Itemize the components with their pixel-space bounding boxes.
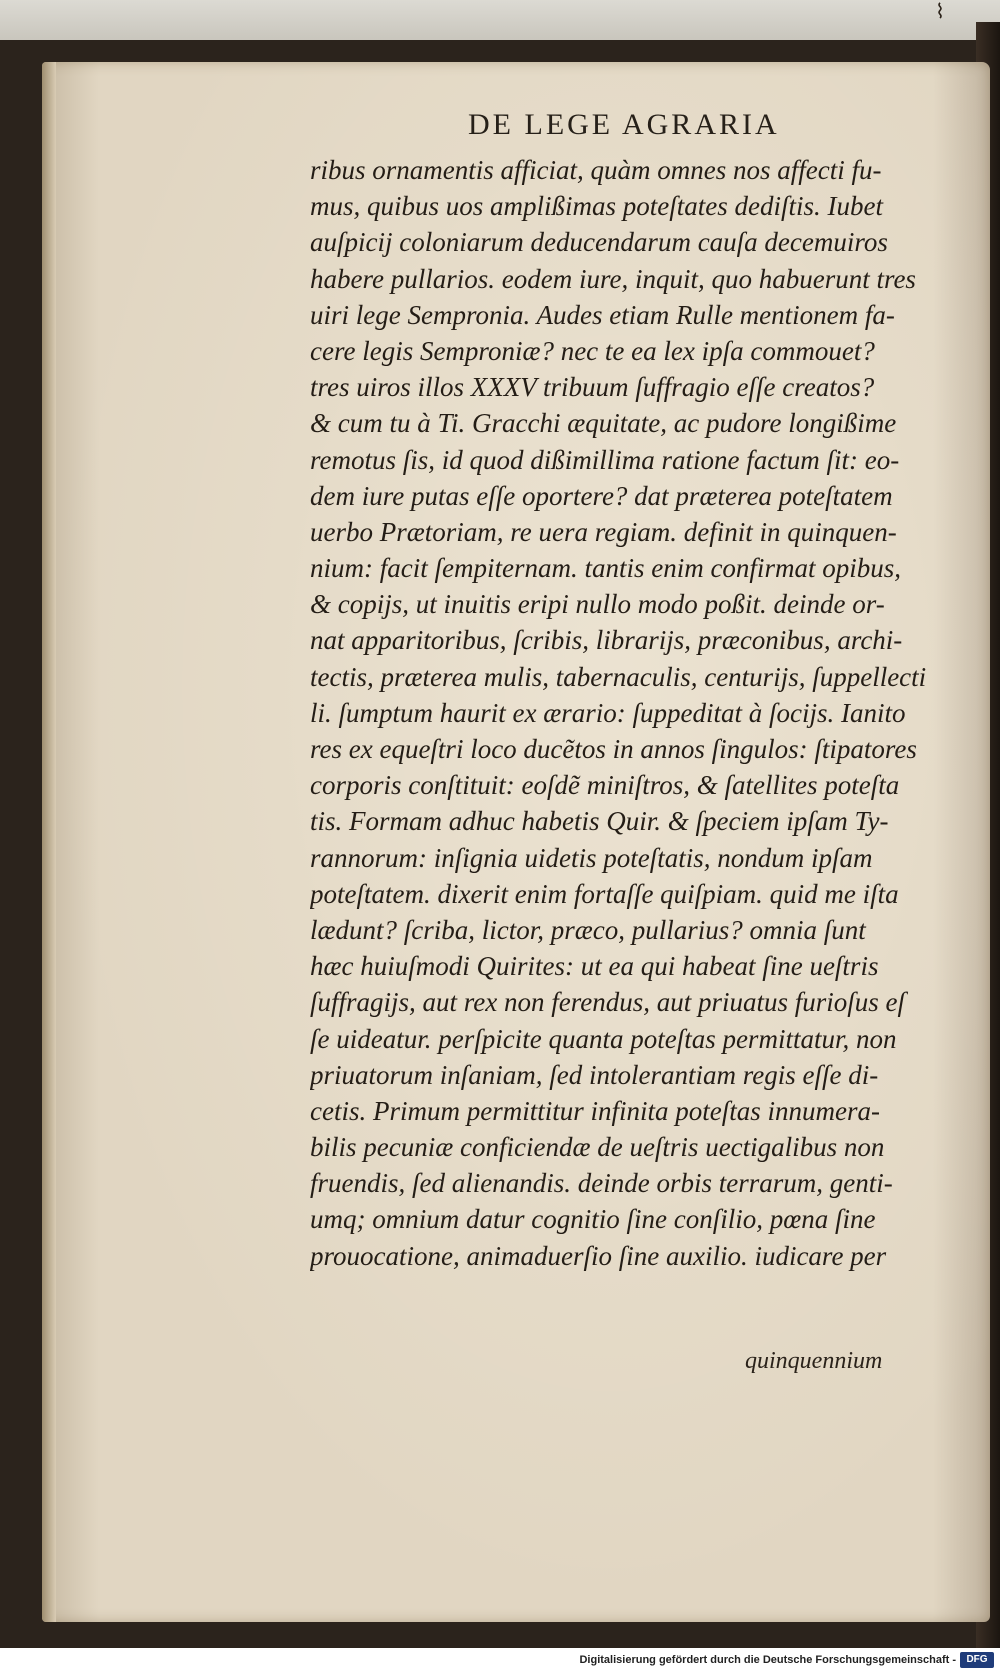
- text-line: nium: facit ſempiternam. tantis enim confirmat opibus,: [310, 553, 901, 584]
- footer-credit: Digitalisierung gefördert durch die Deutsche Forschungsgemeinschaft -: [579, 1654, 956, 1666]
- text-line: umq; omnium datur cognitio ſine conſilio, pœna ſine: [310, 1204, 876, 1235]
- running-header: DE LEGE AGRARIA: [468, 108, 780, 141]
- text-line: res ex equeſtri loco ducẽtos in annos ſingulos: ſtipatores: [310, 734, 917, 764]
- text-line: lædunt? ſcriba, lictor, præco, pullarius? omnia ſunt: [310, 914, 866, 945]
- text-line: remotus ſis, id quod dißimillima ratione factum ſit: eo-: [310, 444, 900, 475]
- text-line: tectis, præterea mulis, tabernaculis, centurijs, ſuppellecti: [310, 661, 927, 692]
- bookmark-ribbon-icon: ⌇: [935, 0, 945, 23]
- text-line: habere pullarios. eodem iure, inquit, quo habuerunt tres: [310, 263, 916, 294]
- catchword: quinquennium: [745, 1348, 883, 1374]
- text-line: fruendis, ſed alienandis. deinde orbis terrarum, genti-: [310, 1168, 893, 1199]
- text-line: hæc huiuſmodi Quirites: ut ea qui habeat ſine ueſtris: [310, 951, 879, 982]
- text-line: nat apparitoribus, ſcribis, librarijs, præconibus, archi-: [310, 625, 903, 656]
- text-line: dem iure putas eſſe oportere? dat præterea poteſtatem: [310, 480, 893, 511]
- dfg-logo-icon: DFG: [960, 1652, 994, 1668]
- scan-top-margin: [0, 0, 1000, 40]
- text-line: auſpicij coloniarum deducendarum cauſa decemuiros: [310, 227, 888, 258]
- text-line: corporis conſtituit: eoſdẽ miniſtros, & ſatellites poteſta: [310, 770, 900, 801]
- text-line: rannorum: inſignia uidetis poteſtatis, nondum ipſam: [310, 842, 873, 873]
- text-line: ſe uideatur. perſpicite quanta poteſtas permittatur, non: [310, 1023, 897, 1054]
- text-line: & cum tu à Ti. Gracchi æquitate, ac pudore longißime: [310, 408, 897, 439]
- text-line: mus, quibus uos amplißimas poteſtates dediſtis. Iubet: [310, 191, 883, 222]
- text-line: ribus ornamentis afficiat, quàm omnes nos affecti fu-: [310, 155, 882, 185]
- text-line: priuatorum inſaniam, ſed intolerantiam regis eſſe di-: [310, 1059, 879, 1090]
- text-line: & copijs, ut inuitis eripi nullo modo poßit. deinde or-: [310, 589, 885, 620]
- text-line: cetis. Primum permittitur infinita poteſtas innumera-: [310, 1095, 880, 1126]
- text-line: uerbo Prætoriam, re uera regiam. definit in quinquen-: [310, 516, 897, 547]
- text-line: prouocatione, animaduerſio ſine auxilio. iudicare per: [310, 1240, 887, 1271]
- page-edge: [42, 62, 56, 1622]
- text-line: tis. Formam adhuc habetis Quir. & ſpeciem ipſam Ty-: [310, 806, 889, 837]
- digitization-footer: [0, 1648, 1000, 1675]
- text-line: tres uiros illos XXXV tribuum ſuffragio eſſe creatos?: [310, 372, 875, 403]
- text-line: poteſtatem. dixerit enim fortaſſe quiſpiam. quid me iſta: [310, 878, 899, 909]
- text-line: uiri lege Sempronia. Audes etiam Rulle mentionem fa-: [310, 299, 895, 330]
- body-text: [310, 152, 974, 1274]
- text-line: cere legis Semproniæ? nec te ea lex ipſa commouet?: [310, 335, 875, 366]
- text-line: li. ſumptum haurit ex ærario: ſuppeditat à ſocijs. Ianito: [310, 697, 906, 728]
- text-line: ſuffragijs, aut rex non ferendus, aut priuatus furioſus eſ: [310, 987, 906, 1018]
- text-line: bilis pecuniæ conficiendæ de ueſtris uectigalibus non: [310, 1132, 885, 1163]
